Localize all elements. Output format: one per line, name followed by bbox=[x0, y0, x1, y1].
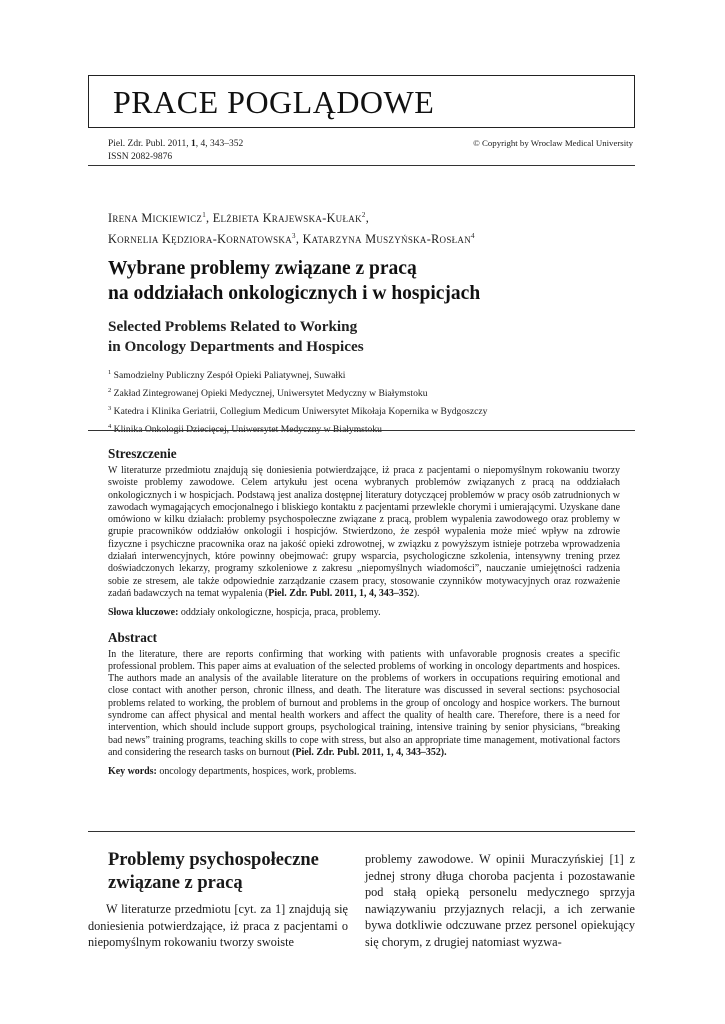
divider-bottom bbox=[88, 831, 635, 832]
affiliation-item bbox=[108, 402, 628, 420]
affiliation-item bbox=[108, 366, 628, 384]
section-heading bbox=[108, 849, 348, 895]
author-affil-mark: 4 bbox=[471, 232, 475, 241]
title-polish-line: Wybrane problemy związane z pracą bbox=[108, 258, 417, 279]
affiliation-number: 1 bbox=[108, 369, 112, 376]
affiliation-list bbox=[108, 366, 628, 438]
abstract-heading: Abstract bbox=[108, 629, 158, 645]
section-heading-line: związane z pracą bbox=[108, 873, 243, 893]
author-separator: , bbox=[295, 232, 303, 247]
streszczenie-body: W literaturze przedmiotu znajdują się doniesienia potwierdzające, iż praca z pacjentami o niepomyślnym rokowaniu tworzy swoiste problemy zawodowe. Celem artykułu jest ocena wybranych problemów związanych z pracą na oddziałach onkologicznych i w hospicjach. Podstawą jest analiza dostępnej literatury dotyczącej problemów w pracy osób zatrudnionych w zawodach wymagających emocjonalnego i bliskiego kontaktu z pacjentami przewlekle chorymi i umierającymi. Uzyskane dane omówiono w kilku działach: problemy psychospołeczne związane z pracą, problem wypalenia zawodowego oraz problemy w grupie pracowników oddziałów onkologii i hospicjów. Stwierdzono, że zespół wypalenia może mieć wpływ na zdrowie fizyczne i psychiczne pracownika oraz na jakość opieki zdrowotnej, w związku z powyższym istnieje potrzeba wprowadzenia działań interwencyjnych, które powinny obejmować: grupy wsparcia, psychologiczne szkolenia, intensywny trening przez doświadczonych lekarzy, programy szkoleniowe z zakresu „niepomyślnych wiadomości”, nauczanie umiejętności radzenia sobie ze stresem, ale także odpowiednie zarządzanie czasem pracy, stosowanie czynników motywacyjnych oraz rozważenie zadań badawczych na temat wypalenia ( bbox=[108, 465, 620, 599]
streszczenie-heading: Streszczenie bbox=[108, 446, 177, 461]
journal-meta-row bbox=[88, 132, 635, 166]
body-paragraph-left: W literaturze przedmiotu [cyt. za 1] znajdują się doniesienia potwierdzające, iż praca z pacjentami o niepomyślnym rokowaniu tworzy swoiste bbox=[88, 902, 348, 950]
author-list bbox=[108, 206, 628, 248]
affiliation-text: Katedra i Klinika Geriatrii, Collegium Medicum Uniwersytet Mikołaja Kopernika w Bydgoszczy bbox=[111, 406, 488, 418]
author-name: Elżbieta Krajewska-Kułak bbox=[212, 211, 362, 226]
abstract-section bbox=[108, 446, 620, 789]
streszczenie-end: ). bbox=[413, 587, 420, 599]
title-polish bbox=[108, 256, 628, 306]
title-english-line: Selected Problems Related to Working bbox=[108, 318, 358, 335]
journal-citation bbox=[108, 138, 243, 164]
author-name: Katarzyna Muszyńska-Rosłan bbox=[302, 232, 472, 247]
author-name: Kornelia Kędziora-Kornatowska bbox=[108, 232, 293, 247]
title-polish-line: na oddziałach onkologicznych i w hospicjach bbox=[108, 283, 481, 304]
body-column-left bbox=[88, 849, 348, 951]
body-column-right bbox=[365, 851, 635, 951]
affiliation-number: 2 bbox=[108, 386, 112, 394]
streszczenie-citation: Piel. Zdr. Publ. 2011, 1, 4, 343–352 bbox=[268, 587, 414, 599]
keywords-polish bbox=[108, 607, 620, 619]
affiliation-number: 4 bbox=[108, 422, 112, 430]
abstract-body: In the literature, there are reports confirming that working with patients with unfavorable prognosis creates a specific professional problem. This paper aims at evaluation of the selected problems of working in oncology departments and hospices. The authors made an analysis of the available literature on the problems of workers in occupations requiring emotional and close contact with another person, chronic illness, and death. The literature was discussed in several sections: psychosocial problems related to working, the problem of burnout and problems in the group of oncology and hospice workers. The burnout syndrome can affect physical and mental health workers and affect the quality of health care. Therefore, there is a need for intervention, which should include support groups, psychological training, intensive training by senior physicians, “breaking bad news” training programs, teaching skills to cope with stress, but also an appropriate time management, motivational factors and considering the research tasks on burnout bbox=[108, 648, 620, 758]
citation-suffix: , 4, 343–352 bbox=[195, 139, 244, 149]
author-affil-mark: 3 bbox=[292, 232, 296, 241]
title-english bbox=[108, 317, 628, 357]
title-english-line: in Oncology Departments and Hospices bbox=[108, 338, 364, 355]
streszczenie-text bbox=[108, 465, 620, 600]
affiliation-text: Klinika Onkologii Dziecięcej, Uniwersytet Medyczny w Białymstoku bbox=[111, 424, 382, 436]
keywords-english-text: oncology departments, hospices, work, problems. bbox=[156, 766, 357, 778]
section-type-label: PRACE POGLĄDOWE bbox=[113, 84, 435, 120]
affiliation-text: Zakład Zintegrowanej Opieki Medycznej, Uniwersytet Medyczny w Białymstoku bbox=[111, 388, 428, 400]
affiliation-item bbox=[108, 420, 628, 438]
author-separator: , bbox=[365, 211, 370, 226]
affiliation-item bbox=[108, 384, 628, 402]
affiliation-text: Samodzielny Publiczny Zespół Opieki Paliatywnej, Suwałki bbox=[111, 370, 346, 382]
keywords-polish-label: Słowa kluczowe: bbox=[108, 607, 179, 619]
body-paragraph-right: problemy zawodowe. W opinii Muraczyńskiej [1] z jednej strony długa choroba pacjenta i pozostawanie pod stałą opieką personelu medycznego sprzyja nawiązywaniu przyjaznych relacji, a ich zerwanie bywa dotkliwie odczuwane przez personel opiekujący się chorym, z drugiej natomiast wyzwa- bbox=[365, 852, 635, 949]
citation-prefix: Piel. Zdr. Publ. 2011, bbox=[108, 139, 192, 149]
author-separator: , bbox=[206, 211, 213, 226]
abstract-citation: (Piel. Zdr. Publ. 2011, 1, 4, 343–352). bbox=[292, 746, 447, 758]
author-affil-mark: 1 bbox=[202, 211, 207, 219]
keywords-english-label: Key words: bbox=[108, 766, 157, 778]
issn: ISSN 2082-9876 bbox=[108, 152, 173, 162]
citation-volume: 1 bbox=[191, 139, 196, 149]
section-type-box bbox=[88, 75, 635, 128]
keywords-english bbox=[108, 766, 620, 778]
copyright-notice: © Copyright by Wroclaw Medical University bbox=[473, 138, 633, 148]
keywords-polish-text: oddziały onkologiczne, hospicja, praca, problemy. bbox=[178, 607, 381, 619]
section-heading-line: Problemy psychospołeczne bbox=[108, 850, 319, 870]
affiliation-number: 3 bbox=[108, 404, 112, 412]
abstract-text bbox=[108, 649, 620, 760]
author-name: Irena Mickiewicz bbox=[108, 211, 203, 226]
divider-top bbox=[88, 430, 635, 431]
author-affil-mark: 2 bbox=[361, 211, 366, 219]
